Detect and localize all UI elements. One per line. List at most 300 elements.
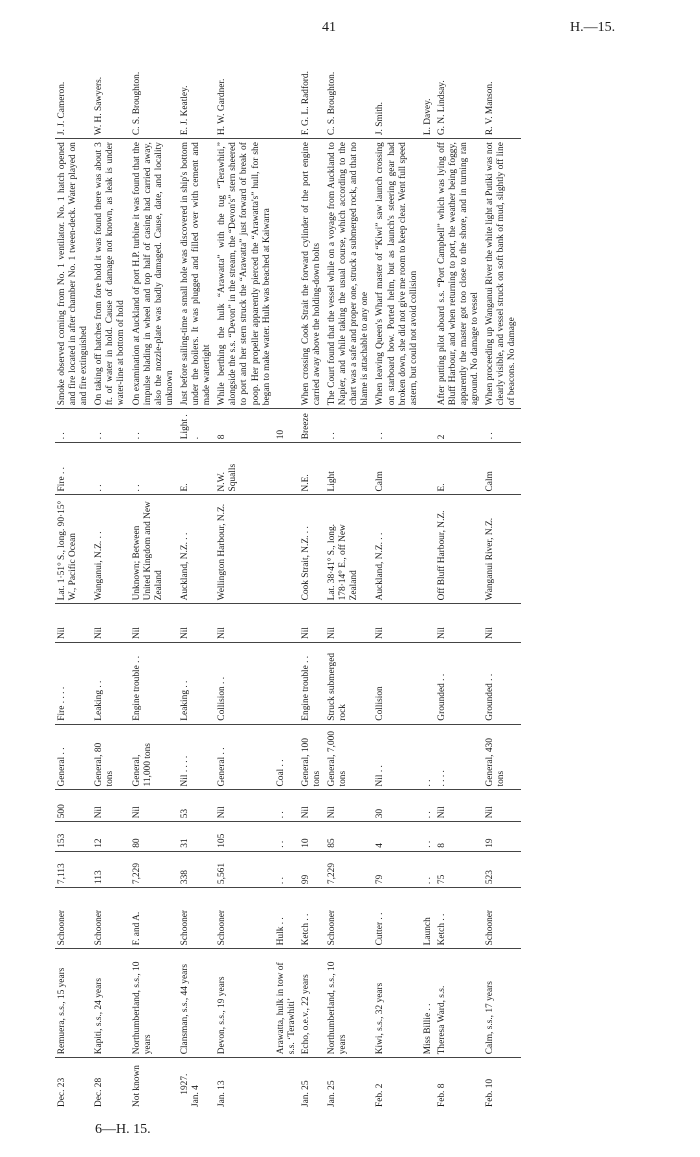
- rig-cell: [483, 888, 520, 949]
- lives-lost-cell: [325, 604, 373, 643]
- page-reference: H.—15.: [570, 20, 616, 35]
- register-tons-text: . .: [422, 877, 433, 885]
- date-cell: [215, 1058, 274, 1110]
- cargo-cell: [422, 724, 435, 790]
- force-cell: [130, 409, 178, 443]
- force-text: . .: [327, 432, 338, 440]
- lives-lost-cell: [92, 604, 129, 643]
- wind-cell: [178, 443, 215, 495]
- lives-lost-cell: [215, 604, 274, 643]
- description-cell: [373, 139, 421, 409]
- description-text: The Court found that the vessel while on a voyage from Auckland to Napier, and while taking the usual course, which according to the chart was a safe and proper one, struck a submerged rock, and that no blame is attachable to any one: [327, 142, 371, 406]
- register-tons-text: 79: [375, 874, 386, 885]
- place-text: Off Bluff Harbour, N.Z.: [436, 510, 447, 601]
- vessel-cell: [130, 949, 178, 1058]
- cargo-text: . . . .: [436, 770, 447, 787]
- wind-text: . .: [94, 484, 105, 492]
- rig-cell: [299, 888, 325, 949]
- description-cell: [215, 139, 274, 409]
- register-tons-text: 7,229: [327, 862, 338, 885]
- register-tons-cell: [373, 851, 421, 887]
- casualty-type-text: Fire . . . .: [57, 686, 67, 721]
- casualty-type-text: Grounded . .: [436, 673, 447, 721]
- casualty-type-cell: [373, 642, 421, 724]
- officer-text: E. J. Keatley.: [179, 85, 190, 136]
- lives-lost-text: Nil: [300, 627, 311, 639]
- rig-text: Schooner: [327, 909, 338, 946]
- date-label: Dec. 23: [57, 1077, 67, 1107]
- crew-cell: [92, 822, 129, 852]
- cargo-cell: [325, 724, 373, 790]
- force-text: Breeze: [300, 413, 311, 440]
- wind-cell: [373, 443, 421, 495]
- crew-text: 4: [375, 843, 386, 848]
- place-text: Lat. 1·51° S., long. 90·15° W., Pacific Ocean: [57, 500, 79, 601]
- rig-cell: [373, 888, 421, 949]
- date-label: Feb. 8: [436, 1083, 447, 1107]
- description-text: When proceeding up Wanganui River the white light at Putiki was not clearly visible, and vessel struck on soft bank of mud, slightly off line of beacons. No damage: [485, 142, 518, 406]
- vessel-cell: [55, 949, 92, 1058]
- wind-text: Calm: [485, 471, 496, 492]
- description-text: On taking off hatches from fore hold it was found there was about 3 ft. of water in hold. Cause of damage not known, as leak is under water-line at bottom of hold: [94, 142, 127, 406]
- cargo-cell: [275, 724, 299, 790]
- passengers-cell: [373, 790, 421, 822]
- force-text: . .: [131, 432, 142, 440]
- force-text: 10: [275, 429, 286, 440]
- table-row: [130, 50, 178, 1110]
- description-cell: [422, 139, 435, 409]
- force-text: . .: [57, 432, 67, 440]
- rig-text: Cutter . .: [375, 912, 386, 946]
- date-cell: [178, 1058, 215, 1110]
- register-tons-cell: [178, 851, 215, 887]
- place-cell: [422, 495, 435, 604]
- cargo-cell: [373, 724, 421, 790]
- date-cell: [435, 1058, 483, 1110]
- rig-text: Ketch . .: [436, 913, 447, 946]
- casualty-type-cell: [130, 642, 178, 724]
- register-tons-text: . .: [275, 877, 286, 885]
- place-cell: [435, 495, 483, 604]
- register-tons-text: 99: [300, 874, 311, 885]
- passengers-text: Nil: [300, 806, 311, 819]
- force-cell: [422, 409, 435, 443]
- crew-cell: [299, 822, 325, 852]
- force-cell: [483, 409, 520, 443]
- rig-cell: [55, 888, 92, 949]
- register-tons-cell: [483, 851, 520, 887]
- crew-cell: [422, 822, 435, 852]
- date-cell: [373, 1058, 421, 1110]
- crew-text: 10: [300, 838, 311, 848]
- register-tons-cell: [435, 851, 483, 887]
- passengers-cell: [299, 790, 325, 822]
- cargo-text: Coal . .: [275, 759, 286, 787]
- officer-cell: [483, 50, 520, 139]
- force-cell: [55, 409, 92, 443]
- crew-text: 8: [436, 843, 447, 848]
- table-row: [299, 50, 325, 1110]
- description-text: Just before sailing-time a small hole was discovered in ship's bottom under the boilers. It was plugged and filled over with cement and made watertight: [179, 142, 213, 406]
- register-tons-cell: [92, 851, 129, 887]
- place-cell: [130, 495, 178, 604]
- lives-lost-cell: [422, 604, 435, 643]
- lives-lost-cell: [483, 604, 520, 643]
- crew-text: . .: [275, 840, 286, 848]
- place-cell: [55, 495, 92, 604]
- rig-cell: [178, 888, 215, 949]
- passengers-cell: [55, 790, 92, 822]
- vessel-text: Remuera, s.s., 15 years: [57, 967, 67, 1055]
- place-cell: [92, 495, 129, 604]
- description-cell: [130, 139, 178, 409]
- cargo-text: Nil . . . .: [179, 755, 190, 787]
- vessel-cell: [299, 949, 325, 1058]
- date-cell: [55, 1058, 92, 1110]
- passengers-cell: [178, 790, 215, 822]
- cargo-text: General, 80 tons: [94, 742, 116, 787]
- crew-text: . .: [422, 840, 433, 848]
- cargo-cell: [92, 724, 129, 790]
- place-text: Unknown; Between United Kingdom and New Zealand: [131, 501, 164, 601]
- table-row: [325, 50, 373, 1110]
- lives-lost-text: Nil: [217, 627, 228, 639]
- vessel-text: Theresa Ward, s.s.: [436, 985, 447, 1055]
- crew-cell: [483, 822, 520, 852]
- lives-lost-text: Nil: [131, 627, 142, 639]
- lives-lost-cell: [55, 604, 92, 643]
- rig-text: Schooner: [485, 909, 496, 946]
- rig-text: Hulk . .: [275, 917, 286, 946]
- officer-text: J. J. Cameron.: [57, 81, 67, 136]
- place-cell: [275, 495, 299, 604]
- date-cell: [422, 1058, 435, 1110]
- register-tons-text: 7,229: [131, 862, 142, 885]
- officer-text: R. V. Manson.: [485, 81, 496, 136]
- wind-cell: [92, 443, 129, 495]
- passengers-text: Nil: [94, 806, 105, 819]
- rig-cell: [435, 888, 483, 949]
- vessel-cell: [483, 949, 520, 1058]
- wind-text: E.: [436, 483, 447, 492]
- table-row: [275, 50, 299, 1110]
- wind-cell: [422, 443, 435, 495]
- date-label: Not known: [131, 1065, 142, 1107]
- vessel-cell: [422, 949, 435, 1058]
- vessel-cell: [325, 949, 373, 1058]
- casualty-type-text: Grounded . .: [485, 673, 496, 721]
- lives-lost-cell: [275, 604, 299, 643]
- wind-cell: [275, 443, 299, 495]
- officer-cell: [435, 50, 483, 139]
- register-tons-text: 5,561: [217, 862, 228, 885]
- crew-cell: [178, 822, 215, 852]
- crew-cell: [215, 822, 274, 852]
- force-text: . .: [94, 432, 105, 440]
- wind-cell: [435, 443, 483, 495]
- passengers-text: . .: [275, 811, 286, 819]
- description-cell: [325, 139, 373, 409]
- vessel-cell: [435, 949, 483, 1058]
- place-text: Wellington Harbour, N.Z.: [217, 503, 228, 601]
- passengers-text: 53: [179, 808, 190, 819]
- rig-text: Schooner: [57, 909, 67, 946]
- lives-lost-text: Nil: [94, 627, 105, 639]
- description-cell: [178, 139, 215, 409]
- lives-lost-cell: [299, 604, 325, 643]
- place-cell: [299, 495, 325, 604]
- register-tons-text: 113: [94, 870, 105, 885]
- passengers-cell: [422, 790, 435, 822]
- place-cell: [215, 495, 274, 604]
- cargo-cell: [55, 724, 92, 790]
- cargo-cell: [130, 724, 178, 790]
- description-text: On examination at Auckland of port H.P. turbine it was found that the impulse blading in wheel and top half of casing had carried away, also the nozzle-plate was badly damaged. Cause, date, and locality unknown: [131, 142, 175, 406]
- rig-text: Schooner: [217, 909, 228, 946]
- description-cell: [55, 139, 92, 409]
- date-cell: [299, 1058, 325, 1110]
- place-cell: [483, 495, 520, 604]
- rig-text: Launch: [422, 917, 433, 946]
- wind-text: Light: [327, 471, 338, 492]
- vessel-cell: [275, 949, 299, 1058]
- place-text: Cook Strait, N.Z. . .: [300, 526, 311, 601]
- vessel-cell: [373, 949, 421, 1058]
- cargo-text: General, 100 tons: [300, 738, 322, 787]
- passengers-cell: [435, 790, 483, 822]
- officer-text: L. Davey.: [422, 98, 433, 136]
- date-cell: [325, 1058, 373, 1110]
- cargo-cell: [299, 724, 325, 790]
- officer-cell: [299, 50, 325, 139]
- lives-lost-text: Nil: [57, 627, 67, 639]
- crew-cell: [130, 822, 178, 852]
- passengers-text: 500: [57, 804, 67, 819]
- officer-cell: [373, 50, 421, 139]
- vessel-text: Kiwi, s.s., 32 years: [375, 982, 386, 1055]
- cargo-text: General, 7,000 tons: [327, 731, 349, 787]
- passengers-cell: [215, 790, 274, 822]
- casualty-type-cell: [483, 642, 520, 724]
- table-row: [92, 50, 129, 1110]
- rig-cell: [92, 888, 129, 949]
- vessel-text: Arawatta, hulk in tow of s.s. ‘Terawhiti’: [275, 962, 297, 1055]
- register-tons-cell: [275, 851, 299, 887]
- cargo-text: General, 11,000 tons: [131, 743, 153, 787]
- place-text: Auckland, N.Z. . .: [179, 532, 190, 601]
- place-text: Wanganui River, N.Z.: [485, 517, 496, 601]
- officer-text: J. Smith.: [375, 102, 386, 136]
- rig-cell: [422, 888, 435, 949]
- force-cell: [373, 409, 421, 443]
- crew-cell: [55, 822, 92, 852]
- vessel-text: Kapiti, s.s., 24 years: [94, 978, 105, 1055]
- wind-cell: [483, 443, 520, 495]
- cargo-cell: [215, 724, 274, 790]
- lives-lost-text: Nil: [375, 627, 386, 639]
- force-text: . .: [375, 432, 386, 440]
- description-cell: [483, 139, 520, 409]
- officer-cell: [92, 50, 129, 139]
- date-cell: [130, 1058, 178, 1110]
- table-row: [435, 50, 483, 1110]
- vessel-cell: [215, 949, 274, 1058]
- casualty-type-cell: [92, 642, 129, 724]
- force-text: Light . .: [179, 414, 202, 440]
- cargo-text: Nil . .: [375, 765, 386, 787]
- casualty-type-text: Engine trouble . .: [300, 655, 311, 721]
- force-cell: [275, 409, 299, 443]
- vessel-text: Northumberland, s.s., 10 years: [131, 961, 153, 1055]
- place-cell: [325, 495, 373, 604]
- description-text: After putting pilot aboard s.s. “Port Campbell” which was lying off Bluff Harbour, and when returning to port, the weather being foggy, apparently the master got too close to the shore, and in turning ran aground. No damage to vessel: [436, 142, 481, 406]
- rig-cell: [130, 888, 178, 949]
- casualty-type-text: Leaking . .: [179, 680, 190, 721]
- casualty-type-text: Collision: [375, 686, 386, 721]
- register-tons-cell: [299, 851, 325, 887]
- vessel-text: Miss Billie . .: [422, 1003, 433, 1055]
- casualty-type-text: Collision . .: [217, 676, 228, 721]
- force-cell: [178, 409, 215, 443]
- lives-lost-text: Nil: [485, 627, 496, 639]
- officer-cell: [422, 50, 435, 139]
- wind-cell: [299, 443, 325, 495]
- description-text: While berthing the hulk “Arawatta” with the tug “Terawhiti,” alongside the s.s. “Devon” in the stream, the “Devon's” stern sheered to port and her stern struck the “Arawatta” just forward of break of poop. Her propeller apparently pierced the “Arawatta's” hull, for she began to make water. Hulk was beached at Kaiwarra: [217, 142, 272, 406]
- passengers-text: 30: [375, 808, 386, 819]
- casualty-type-text: Struck submerged rock: [327, 652, 349, 721]
- officer-text: C. S. Broughton.: [131, 71, 142, 136]
- register-tons-cell: [215, 851, 274, 887]
- date-label: Jan. 4: [191, 1085, 202, 1107]
- rig-text: Schooner: [179, 909, 190, 946]
- officer-cell: [130, 50, 178, 139]
- description-cell: [299, 139, 325, 409]
- vessel-text: Clansman, s.s., 44 years: [179, 963, 190, 1055]
- officer-cell: [325, 50, 373, 139]
- cargo-text: . .: [422, 779, 433, 787]
- crew-text: 19: [485, 838, 496, 848]
- casualty-type-cell: [178, 642, 215, 724]
- place-text: Auckland, N.Z. . .: [375, 532, 386, 601]
- register-tons-text: 338: [179, 870, 190, 885]
- wind-text: N.W. Squalls: [217, 463, 239, 492]
- force-cell: [435, 409, 483, 443]
- vessel-text: Northumberland, s.s., 10 years: [327, 961, 349, 1055]
- cargo-text: General, 430 tons: [485, 738, 507, 787]
- officer-text: W. H. Sawyers.: [94, 76, 105, 136]
- rotated-table-wrapper: [55, 50, 675, 1110]
- wind-cell: [215, 443, 274, 495]
- register-tons-text: 75: [436, 874, 447, 885]
- page-number: 41: [322, 20, 336, 35]
- rig-cell: [275, 888, 299, 949]
- footer-reference: 6—H. 15.: [95, 1122, 151, 1137]
- place-cell: [178, 495, 215, 604]
- force-cell: [299, 409, 325, 443]
- table-row: [178, 50, 215, 1110]
- wind-cell: [55, 443, 92, 495]
- register-tons-cell: [422, 851, 435, 887]
- passengers-cell: [275, 790, 299, 822]
- lives-lost-text: Nil: [179, 627, 190, 639]
- casualty-type-cell: [422, 642, 435, 724]
- vessel-cell: [92, 949, 129, 1058]
- force-cell: [92, 409, 129, 443]
- crew-cell: [435, 822, 483, 852]
- crew-cell: [275, 822, 299, 852]
- description-cell: [435, 139, 483, 409]
- casualty-type-text: Engine trouble . .: [131, 655, 142, 721]
- date-label: Jan. 25: [300, 1080, 311, 1107]
- description-text: Smoke observed coming from No. 1 ventilator. No. 1 hatch opened and fire located in after chamber No. 1 tween-deck. Water played on and fire extinguished: [57, 142, 90, 406]
- table-row: [483, 50, 520, 1110]
- date-label: Feb. 10: [485, 1078, 496, 1107]
- cargo-cell: [435, 724, 483, 790]
- crew-text: 12: [94, 838, 105, 848]
- wind-text: . .: [131, 484, 142, 492]
- wind-cell: [130, 443, 178, 495]
- cargo-cell: [483, 724, 520, 790]
- officer-cell: [55, 50, 92, 139]
- table-row: [55, 50, 92, 1110]
- vessel-text: Calm, s.s., 17 years: [485, 981, 496, 1055]
- date-cell: [483, 1058, 520, 1110]
- register-tons-text: 7,113: [57, 863, 67, 885]
- passengers-text: Nil: [436, 806, 447, 819]
- crew-text: 153: [57, 833, 67, 848]
- rig-text: Schooner: [94, 909, 105, 946]
- officer-text: F. G. L. Radford.: [300, 71, 311, 136]
- rig-text: F. and A.: [131, 911, 142, 946]
- force-text: 8: [217, 434, 228, 440]
- description-text: When crossing Cook Strait the forward cylinder of the port engine carried away above the holding-down bolts: [300, 142, 322, 406]
- date-cell: [92, 1058, 129, 1110]
- table-row: [215, 50, 274, 1110]
- officer-text: G. N. Lindsay.: [436, 80, 447, 136]
- table-row: [422, 50, 435, 1110]
- officer-cell: [275, 50, 299, 139]
- place-text: Wanganui, N.Z. . .: [94, 531, 105, 601]
- passengers-text: Nil: [327, 806, 338, 819]
- year-label: 1927.: [179, 1073, 190, 1095]
- passengers-cell: [92, 790, 129, 822]
- wind-text: Fire . .: [57, 466, 67, 492]
- cargo-cell: [178, 724, 215, 790]
- passengers-cell: [130, 790, 178, 822]
- register-tons-text: 523: [485, 870, 496, 885]
- casualty-type-cell: [55, 642, 92, 724]
- date-label: Jan. 13: [217, 1080, 228, 1107]
- place-cell: [373, 495, 421, 604]
- cargo-text: General . .: [57, 747, 67, 787]
- register-tons-cell: [325, 851, 373, 887]
- rig-text: Ketch . .: [300, 913, 311, 946]
- casualty-table: [55, 50, 521, 1110]
- wind-text: Calm: [375, 471, 386, 492]
- table-row: [373, 50, 421, 1110]
- date-cell: [275, 1058, 299, 1110]
- rig-cell: [215, 888, 274, 949]
- vessel-cell: [178, 949, 215, 1058]
- force-cell: [215, 409, 274, 443]
- officer-text: C. S. Broughton.: [327, 71, 338, 136]
- passengers-text: Nil: [217, 806, 228, 819]
- date-label: Feb. 2: [375, 1083, 386, 1107]
- lives-lost-text: Nil: [327, 627, 338, 639]
- force-text: . .: [485, 432, 496, 440]
- crew-cell: [373, 822, 421, 852]
- wind-cell: [325, 443, 373, 495]
